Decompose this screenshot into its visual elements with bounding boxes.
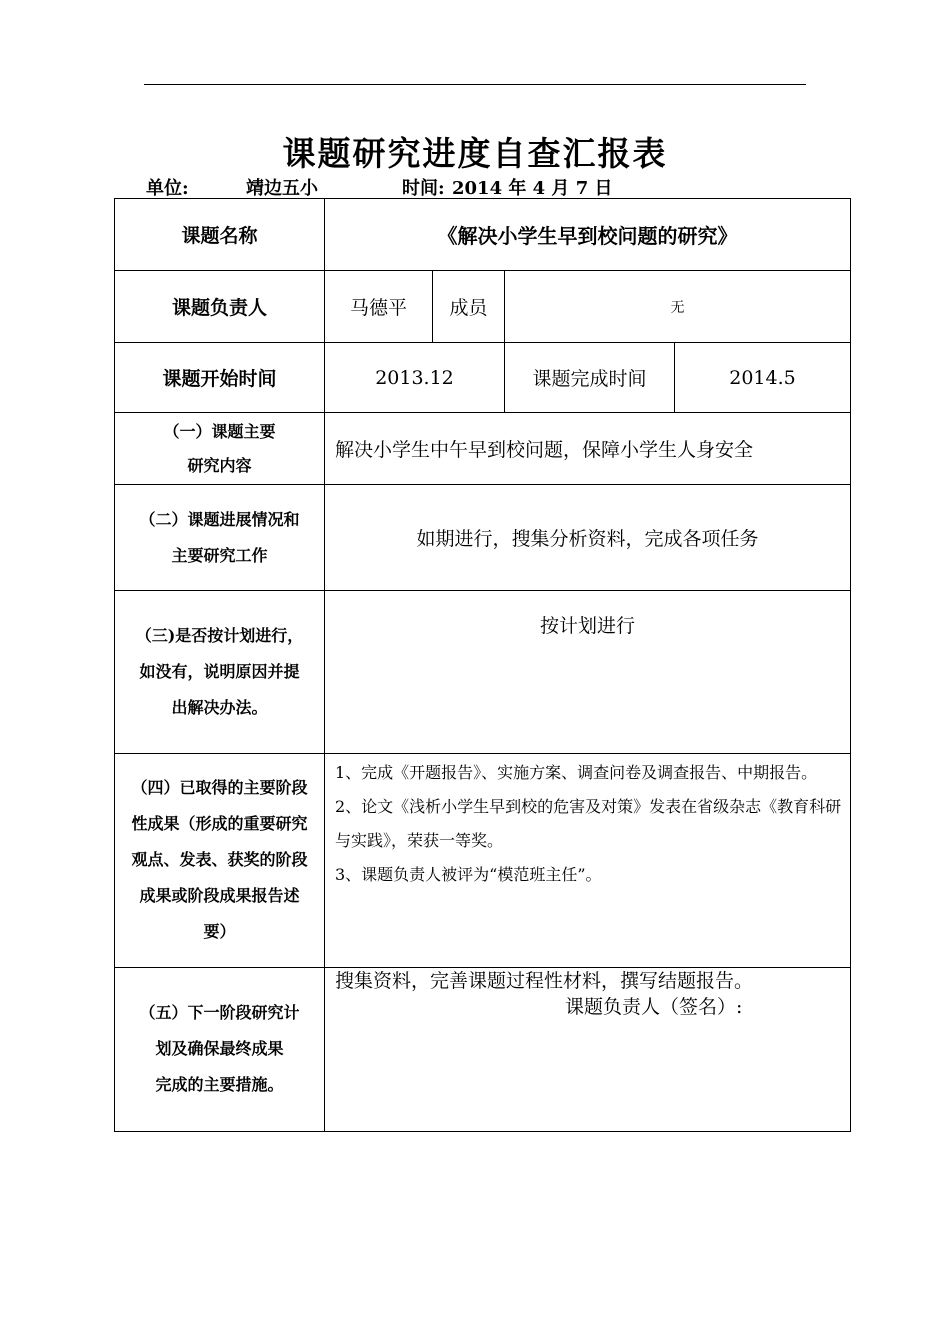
row-topic-name bbox=[115, 199, 851, 271]
section-3-label-line-3: 出解决办法。 bbox=[171, 697, 268, 717]
section-3-label-line-1: （三)是否按计划进行， bbox=[135, 625, 304, 645]
section-5-label-line-1: （五）下一阶段研究计 bbox=[139, 1003, 300, 1023]
achievement-item-3: 3、课题负责人被评为“模范班主任”。 bbox=[335, 864, 602, 884]
members-value: 无 bbox=[505, 271, 851, 343]
section-2-content: 如期进行，搜集分析资料，完成各项任务 bbox=[325, 485, 851, 591]
row-section-5 bbox=[115, 967, 851, 1131]
achievement-item-1: 1、完成《开题报告》、实施方案、调查问卷及调查报告、中期报告。 bbox=[335, 762, 818, 782]
row-leader bbox=[115, 271, 851, 343]
section-2-label bbox=[115, 485, 325, 591]
section-2-label-line-2: 主要研究工作 bbox=[171, 545, 268, 565]
row-section-2 bbox=[115, 485, 851, 591]
members-label: 成员 bbox=[433, 271, 505, 343]
section-5-label bbox=[115, 967, 325, 1131]
section-3-label-line-2: 如没有，说明原因并提 bbox=[139, 661, 300, 681]
section-1-label bbox=[115, 413, 325, 485]
end-label: 课题完成时间 bbox=[505, 343, 675, 413]
section-4-label bbox=[115, 753, 325, 967]
section-4-label-line-5: 要） bbox=[203, 922, 236, 942]
section-4-label-line-4: 成果或阶段成果报告述 bbox=[139, 886, 300, 906]
row-dates bbox=[115, 343, 851, 413]
signature-line: 课题负责人（签名）: bbox=[565, 995, 743, 1018]
section-5-content bbox=[325, 967, 851, 1131]
row-section-3 bbox=[115, 591, 851, 753]
row-section-4 bbox=[115, 753, 851, 967]
section-3-content: 按计划进行 bbox=[325, 591, 851, 753]
section-1-label-line-1: （一）课题主要 bbox=[163, 421, 276, 441]
section-2-label-line-1: （二）课题进展情况和 bbox=[139, 509, 300, 529]
section-5-label-line-2: 划及确保最终成果 bbox=[155, 1039, 284, 1059]
form-title: 课题研究进度自查汇报表 bbox=[282, 134, 668, 173]
row-section-1 bbox=[115, 413, 851, 485]
leader-value: 马德平 bbox=[325, 271, 433, 343]
time-value: 2014 年 4 月 7 日 bbox=[452, 178, 613, 199]
section-4-label-line-1: （四）已取得的主要阶段 bbox=[131, 778, 308, 798]
achievement-item-2: 2、论文《浅析小学生早到校的危害及对策》发表在省级杂志《教育科研与实践》，荣获一等奖。 bbox=[335, 796, 842, 850]
unit-value: 靖边五小 bbox=[246, 178, 318, 199]
end-value: 2014.5 bbox=[675, 343, 851, 413]
leader-label: 课题负责人 bbox=[115, 271, 325, 343]
unit-label: 单位: bbox=[146, 178, 189, 199]
progress-report-table bbox=[114, 198, 851, 1132]
section-4-label-line-2: 性成果（形成的重要研究 bbox=[131, 814, 308, 834]
time-label: 时间: bbox=[402, 178, 445, 199]
section-3-label bbox=[115, 591, 325, 753]
topic-name-label: 课题名称 bbox=[115, 199, 325, 271]
start-label: 课题开始时间 bbox=[115, 343, 325, 413]
section-5-label-line-3: 完成的主要措施。 bbox=[155, 1075, 284, 1095]
section-4-label-line-3: 观点、发表、获奖的阶段 bbox=[131, 850, 308, 870]
next-plan-text: 搜集资料，完善课题过程性材料，撰写结题报告。 bbox=[335, 969, 754, 992]
section-4-content bbox=[325, 753, 851, 967]
header-rule bbox=[144, 84, 806, 85]
section-1-label-line-2: 研究内容 bbox=[187, 455, 252, 475]
topic-name-value: 《解决小学生早到校问题的研究》 bbox=[325, 199, 851, 271]
start-value: 2013.12 bbox=[325, 343, 505, 413]
section-1-content: 解决小学生中午早到校问题，保障小学生人身安全 bbox=[325, 413, 851, 485]
